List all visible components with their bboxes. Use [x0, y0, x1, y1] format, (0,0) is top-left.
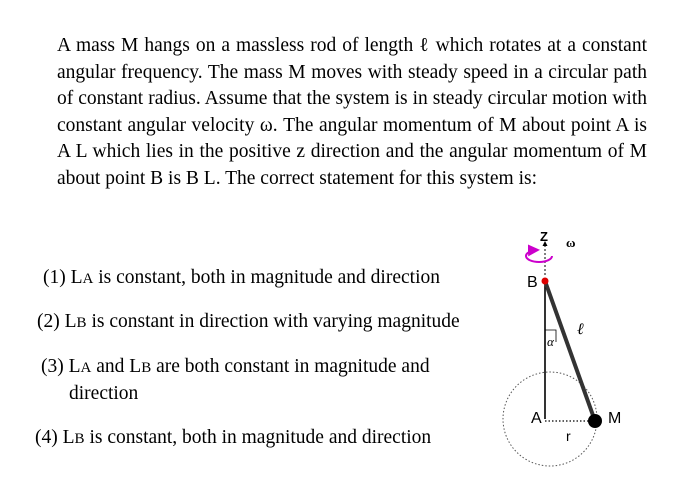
alpha-label: α — [547, 334, 554, 349]
angular-momentum-symbol: L — [70, 267, 83, 288]
option-text-continued: direction — [69, 383, 139, 404]
mass-m-dot — [588, 414, 602, 428]
option-number: (2) — [37, 311, 60, 332]
a-label: A — [531, 410, 542, 427]
point-b-dot — [542, 278, 549, 285]
m-label: M — [608, 410, 622, 427]
option-text: and — [91, 356, 130, 377]
subscript-a: A — [80, 360, 92, 376]
subscript-b: B — [141, 360, 152, 376]
option-number: (3) — [41, 356, 64, 377]
option-text: is constant, both in magnitude and direction — [93, 267, 440, 288]
angular-momentum-symbol: L — [68, 356, 81, 377]
subscript-b: B — [76, 315, 87, 331]
angular-momentum-symbol: L — [62, 427, 75, 448]
option-text: is constant, both in magnitude and direction — [84, 427, 432, 448]
ell-label: ℓ — [577, 321, 584, 338]
option-text: is constant in direction with varying magnitude — [86, 311, 460, 332]
r-label: r — [566, 428, 571, 444]
rod — [545, 281, 595, 421]
z-label: Z — [540, 229, 548, 244]
omega-label: ω — [566, 235, 576, 250]
b-label: B — [527, 274, 538, 291]
option-number: (4) — [35, 427, 58, 448]
rotation-arrow-icon — [526, 250, 552, 262]
angular-momentum-symbol: L — [129, 356, 142, 377]
subscript-b: B — [74, 431, 85, 447]
angular-momentum-symbol: L — [64, 311, 77, 332]
question-text: A mass M hangs on a massless rod of length ℓ which rotates at a constant angular frequency. The mass M moves with steady speed in a circular path of constant radius. Assume that the system is in steady circular motion with constant angular velocity ω. The angular momentum of M about point A is A L which lies in the positive z direction and the angular momentum of M about point B is B L. The correct statement for this system is: — [57, 35, 647, 189]
option-number: (1) — [43, 267, 66, 288]
subscript-a: A — [82, 271, 94, 287]
option-text: are both constant in magnitude and — [151, 356, 430, 377]
